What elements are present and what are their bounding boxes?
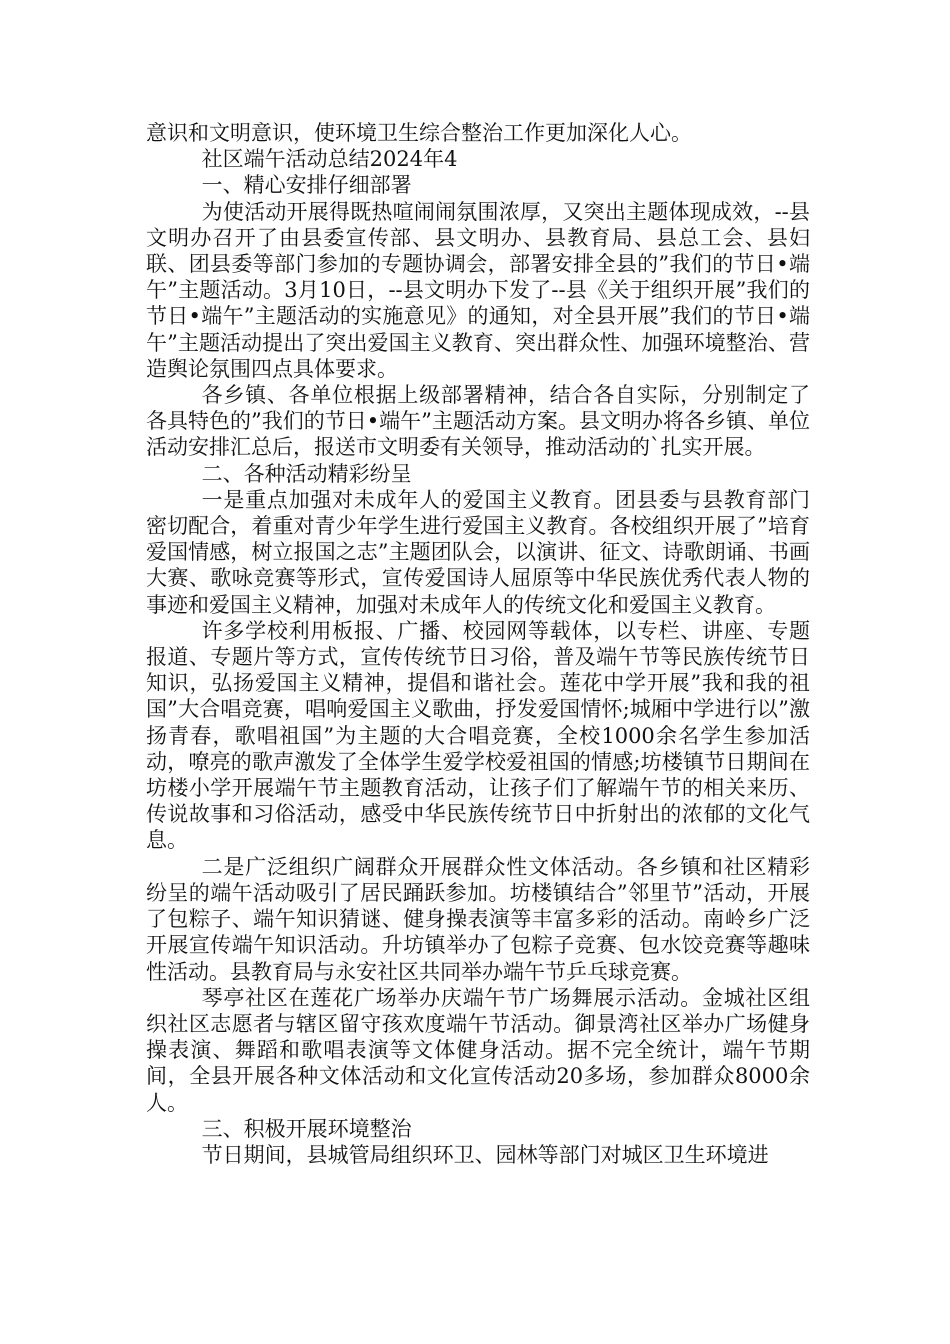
document-body bbox=[146, 120, 810, 1168]
paragraph-continuation: 意识和文明意识，使环境卫生综合整治工作更加深化人心。 bbox=[146, 121, 692, 145]
paragraph: 一是重点加强对未成年人的爱国主义教育。团县委与县教育部门密切配合，着重对青少年学生进行爱国主义教育。各校组织开展了”培育爱国情感，树立报国之志”主题团队会，以演讲、征文、诗歌朗诵、书画大赛、歌咏竞赛等形式，宣传爱国诗人屈原等中华民族优秀代表人物的事迹和爱国主义精神，加强对未成年人的传统文化和爱国主义教育。 bbox=[146, 487, 810, 617]
paragraph: 二是广泛组织广阔群众开展群众性文体活动。各乡镇和社区精彩纷呈的端午活动吸引了居民踊跃参加。坊楼镇结合”邻里节”活动，开展了包粽子、端午知识猜谜、健身操表演等丰富多彩的活动。南岭乡广泛开展宣传端午知识活动。升坊镇举办了包粽子竞赛、包水饺竞赛等趣味性活动。县教育局与永安社区共同举办端午节乒乓球竞赛。 bbox=[146, 854, 810, 984]
paragraph: 节日期间，县城管局组织环卫、园林等部门对城区卫生环境进 bbox=[201, 1142, 769, 1167]
paragraph: 琴亭社区在莲花广场举办庆端午节广场舞展示活动。金城社区组织社区志愿者与辖区留守孩欢度端午节活动。御景湾社区举办广场健身操表演、舞蹈和歌唱表演等文体健身活动。据不完全统计，端午节期间，全县开展各种文体活动和文化宣传活动20多场，参加群众8000余人。 bbox=[146, 985, 810, 1115]
paragraph: 各乡镇、各单位根据上级部署精神，结合各自实际，分别制定了各具特色的”我们的节日•端午”主题活动方案。县文明办将各乡镇、单位活动安排汇总后，报送市文明委有关领导，推动活动的`扎实开展。 bbox=[146, 383, 810, 460]
document-title: 社区端午活动总结2024年4 bbox=[201, 147, 458, 172]
section-heading-3: 三、积极开展环境整治 bbox=[201, 1116, 412, 1141]
paragraph: 为使活动开展得既热喧闹闹氛围浓厚，又突出主题体现成效，--县文明办召开了由县委宣传部、县文明办、县教育局、县总工会、县妇联、团县委等部门参加的专题协调会，部署安排全县的”我们的节日•端午”主题活动。3月10日，--县文明办下发了--县《关于组织开展”我们的节日•端午”主题活动的实施意见》的通知，对全县开展”我们的节日•端午”主题活动提出了突出爱国主义教育、突出群众性、加强环境整治、营造舆论氛围四点具体要求。 bbox=[146, 199, 810, 381]
paragraph: 许多学校利用板报、广播、校园网等载体，以专栏、讲座、专题报道、专题片等方式，宣传传统节日习俗，普及端午节等民族传统节日知识，弘扬爱国主义精神，提倡和谐社会。莲花中学开展”我和我的祖国”大合唱竞赛，唱响爱国主义歌曲，抒发爱国情怀;城厢中学进行以”激扬青春，歌唱祖国”为主题的大合唱竞赛，全校1000余名学生参加活动，嘹亮的歌声激发了全体学生爱学校爱祖国的情感;坊楼镇节日期间在坊楼小学开展端午节主题教育活动，让孩子们了解端午节的相关来历、传说故事和习俗活动，感受中华民族传统节日中折射出的浓郁的文化气息。 bbox=[146, 618, 810, 853]
section-heading-2: 二、各种活动精彩纷呈 bbox=[201, 461, 412, 486]
section-heading-1: 一、精心安排仔细部署 bbox=[201, 173, 412, 198]
